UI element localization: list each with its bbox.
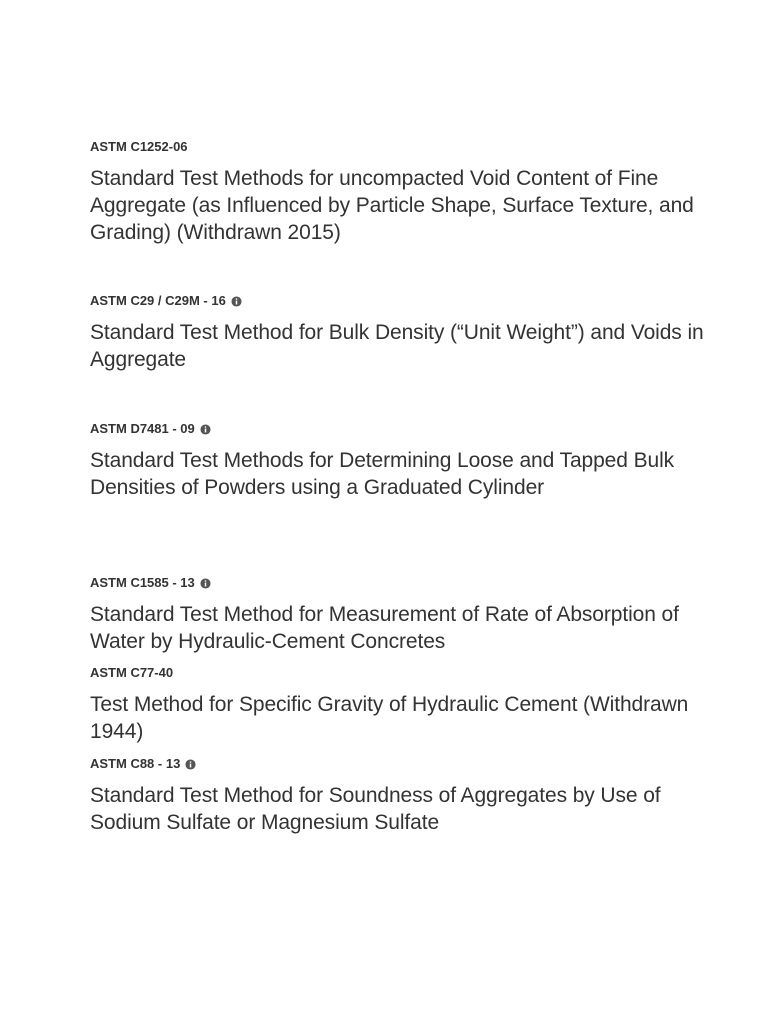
- standard-entry: [90, 139, 710, 246]
- standard-code[interactable]: [90, 421, 710, 437]
- standard-entry: [90, 665, 710, 745]
- standard-code-text[interactable]: ASTM C29 / C29M - 16: [90, 293, 226, 308]
- standard-title[interactable]: Test Method for Specific Gravity of Hydraulic Cement (Withdrawn 1944): [90, 693, 689, 743]
- standard-code[interactable]: [90, 665, 710, 681]
- standard-title[interactable]: Standard Test Method for Bulk Density (“Unit Weight”) and Voids in Aggregate: [90, 321, 704, 371]
- standards-list: [90, 0, 710, 1024]
- standard-title[interactable]: Standard Test Methods for Determining Loose and Tapped Bulk Densities of Powders using a Graduated Cylinder: [90, 449, 675, 499]
- info-icon[interactable]: [200, 578, 211, 589]
- standard-code[interactable]: [90, 575, 710, 591]
- standard-title[interactable]: Standard Test Method for Soundness of Aggregates by Use of Sodium Sulfate or Magnesium Sulfate: [90, 784, 661, 834]
- standard-code-text[interactable]: ASTM C1585 - 13: [90, 575, 195, 590]
- standard-code-text[interactable]: ASTM C77-40: [90, 665, 174, 680]
- standard-code-text[interactable]: ASTM D7481 - 09: [90, 421, 195, 436]
- standard-title[interactable]: Standard Test Method for Measurement of Rate of Absorption of Water by Hydraulic-Cement Concretes: [90, 603, 679, 653]
- standard-entry: [90, 756, 710, 836]
- standard-code-text[interactable]: ASTM C88 - 13: [90, 756, 181, 771]
- standard-entry: [90, 575, 710, 655]
- info-icon[interactable]: [185, 759, 196, 770]
- standard-entry: [90, 421, 710, 501]
- standard-code[interactable]: [90, 756, 710, 772]
- standard-entry: [90, 293, 710, 373]
- info-icon[interactable]: [231, 296, 242, 307]
- standard-title[interactable]: Standard Test Methods for uncompacted Void Content of Fine Aggregate (as Influenced by Particle Shape, Surface Texture, and Grading) (Withdrawn 2015): [90, 167, 694, 244]
- info-icon[interactable]: [200, 424, 211, 435]
- standard-code[interactable]: [90, 293, 710, 309]
- standard-code-text[interactable]: ASTM C1252-06: [90, 139, 188, 154]
- standard-code[interactable]: [90, 139, 710, 155]
